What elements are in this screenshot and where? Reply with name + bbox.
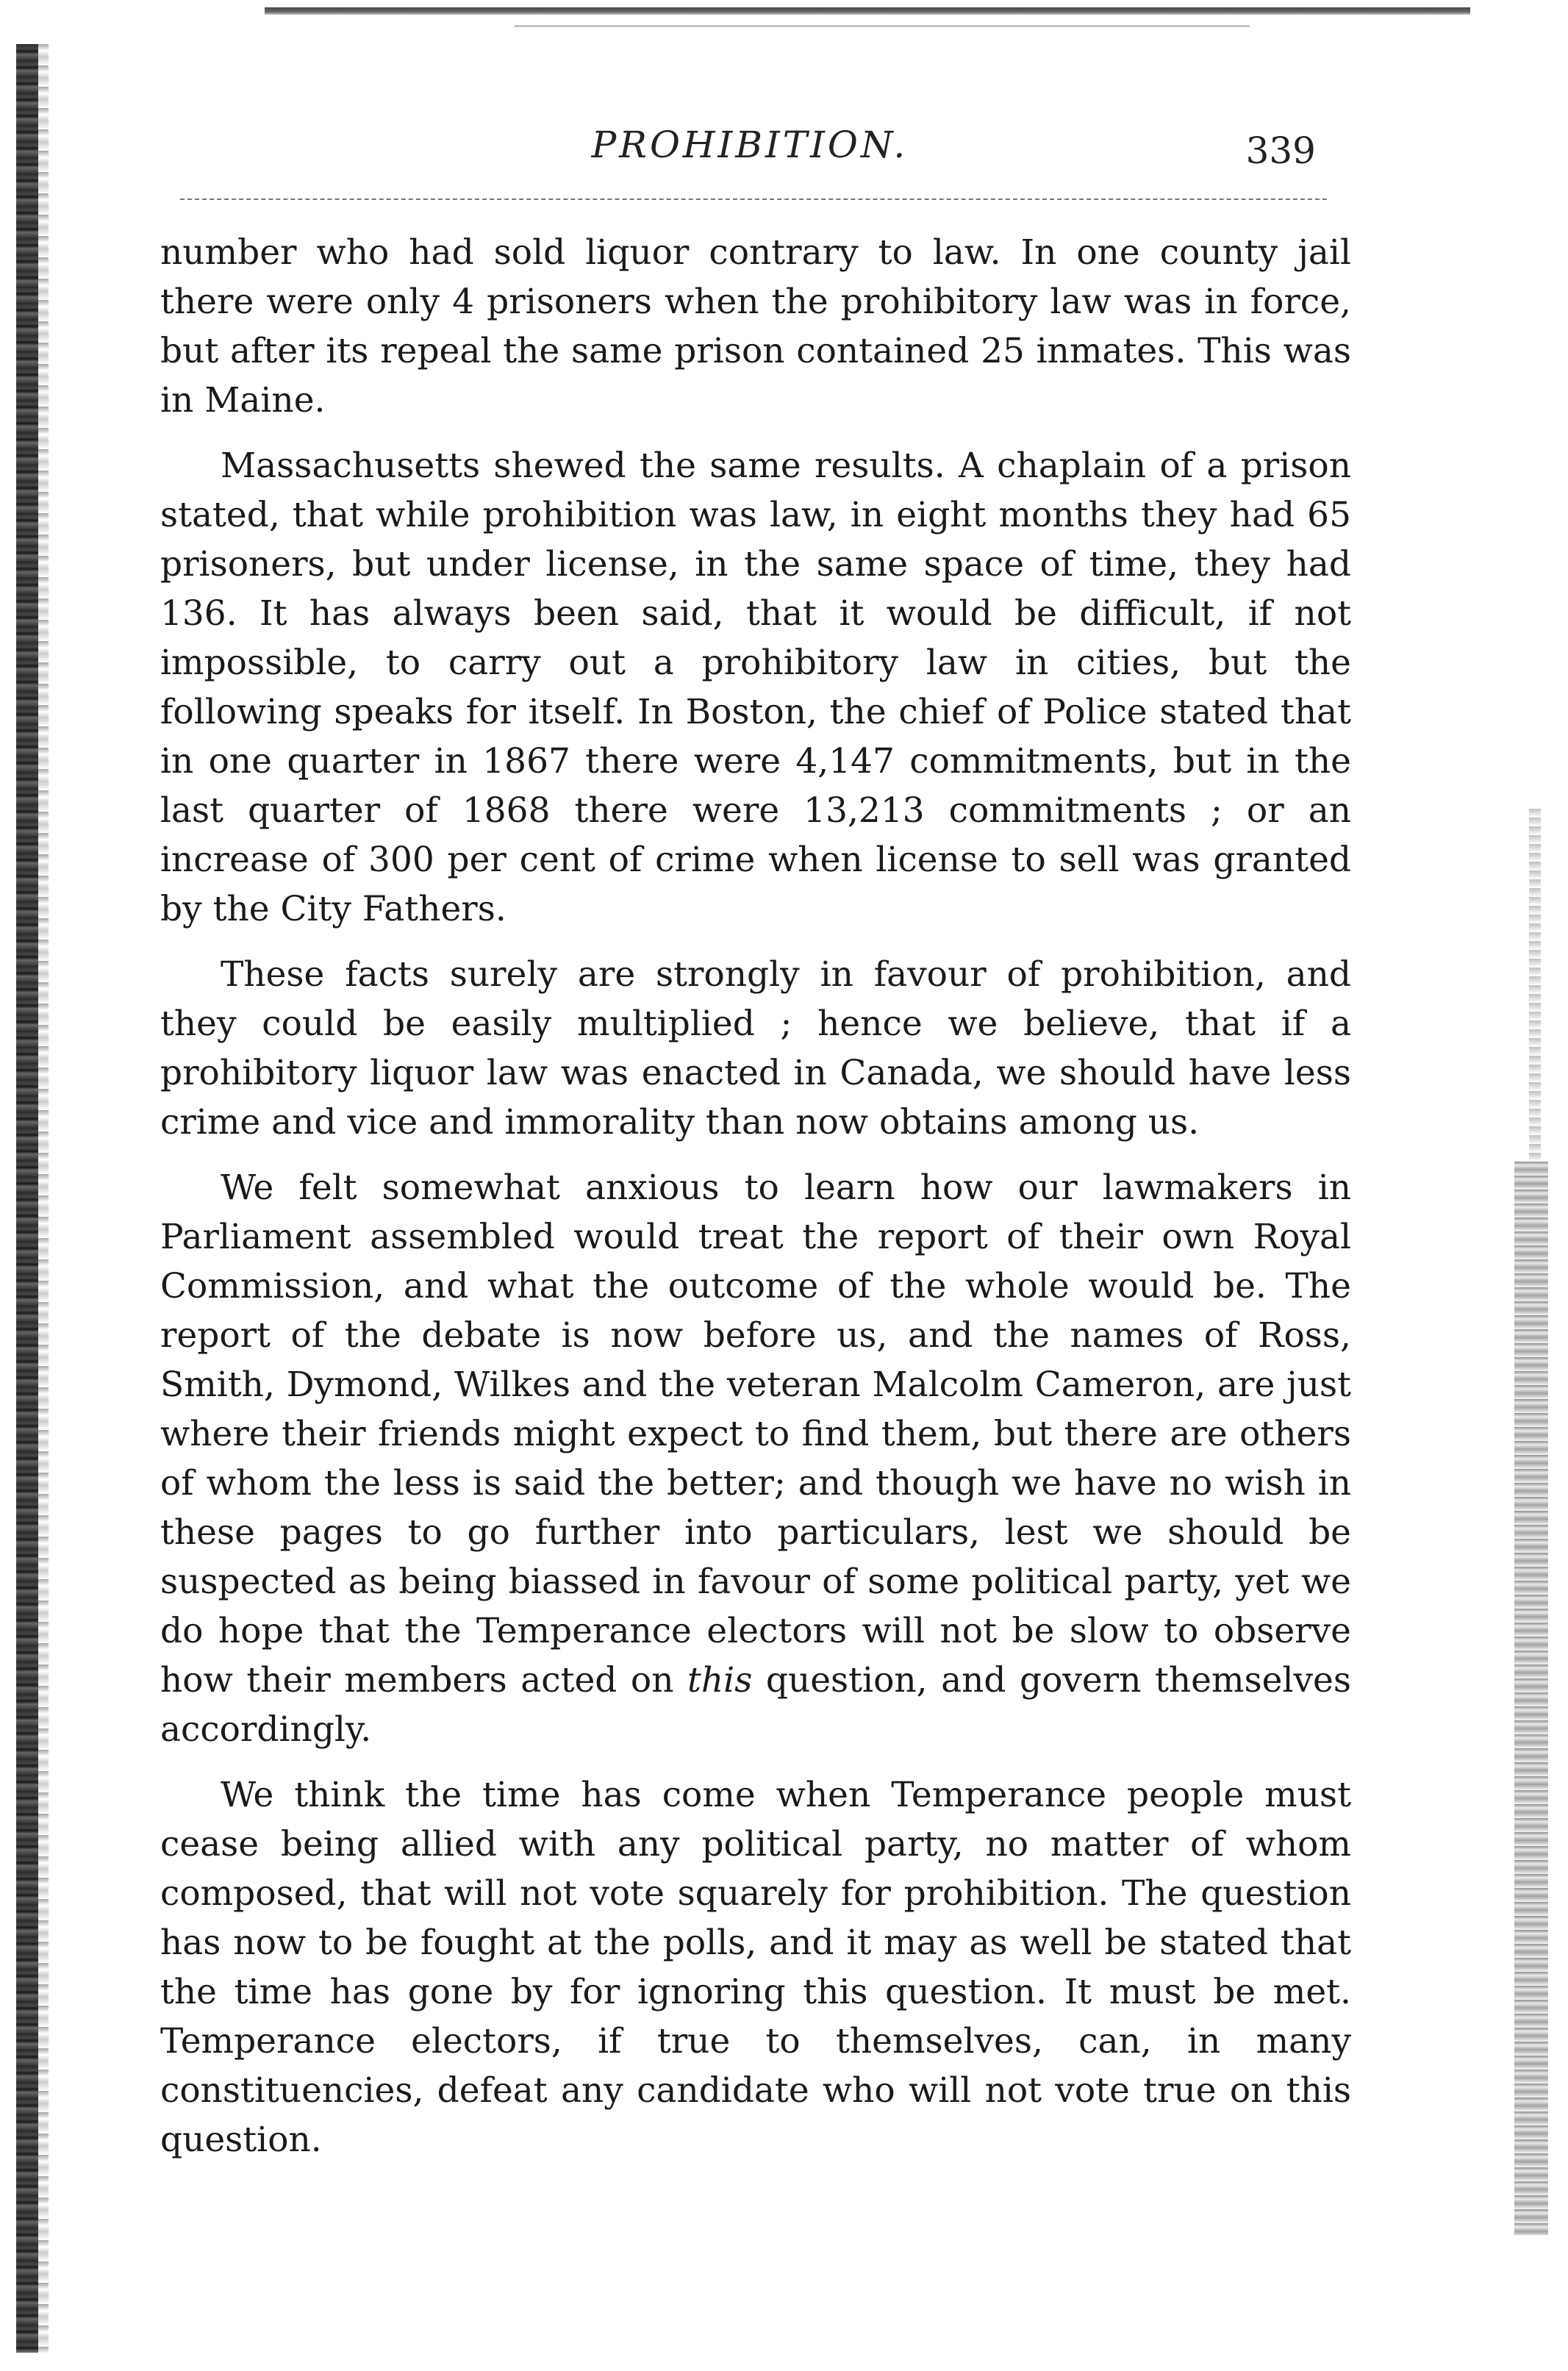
paragraph-text: We felt somewhat anxious to learn how our lawmakers in Parliament assembled would treat the report of their own Royal Commission, and what the outcome of the whole would be. The report of the debate is now before us, and the names of Ross, Smith, Dymond, Wilkes and the veteran Malcolm Cameron, are just where their friends might expect to find them, but there are others of whom the less is said the better; and though we have no wish in these pages to go further into particulars, lest we should be suspected as being biassed in favour of some political party, yet we do hope that the Temperance electors will not be slow to observe how their members acted on <box>160 1167 1351 1701</box>
paragraph: We think the time has come when Temperance people must cease being allied with any political party, no matter of whom composed, that will not vote squarely for prohibition. The question has now to be fought at the polls, and it may as well be stated that the time has gone by for ignoring this question. It must be met. Temperance electors, if true to themselves, can, in many constituencies, defeat any candidate who will not vote true on this question. <box>160 1775 1351 2160</box>
paragraph: number who had sold liquor contrary to law. In one county jail there were only 4 prisoners when the prohibitory law was in force, but after its repeal the same prison contained 25 inmates. This was in Maine. <box>160 232 1351 421</box>
paragraph: Massachusetts shewed the same results. A chaplain of a prison stated, that while prohibition was law, in eight months they had 65 prisoners, but under license, in the same space of time, they had 136. It has always been said, that it would be difficult, if not impossible, to carry out a prohibitory law in cities, but the following speaks for itself. In Boston, the chief of Police stated that in one quarter in 1867 there were 4,147 commitments, but in the last quarter of 1868 there were 13,213 commitments ; or an increase of 300 per cent of crime when license to sell was granted by the City Fathers. <box>160 446 1351 929</box>
italic-emphasis: this <box>687 1660 753 1701</box>
scan-top-rule <box>265 7 1470 15</box>
scan-left-edge-speckle <box>38 44 49 2353</box>
body-text <box>160 228 1351 2164</box>
scan-left-edge <box>16 44 38 2353</box>
page-number: 339 <box>1245 129 1316 172</box>
page-title: PROHIBITION. <box>591 124 909 166</box>
scan-top-rule-thin <box>515 25 1250 27</box>
paragraph-text: question, and govern themselves accordingly. <box>160 1660 1351 1750</box>
header-rule <box>180 199 1327 200</box>
scan-right-edge <box>1514 1162 1548 2235</box>
running-header <box>162 124 1338 182</box>
paragraph: These facts surely are strongly in favour of prohibition, and they could be easily multiplied ; hence we believe, that if a prohibitory liquor law was enacted in Canada, we should have less crime and vice and immorality than now obtains among us. <box>160 954 1351 1142</box>
paragraph <box>160 1163 1351 1754</box>
scan-right-edge-faint <box>1529 809 1541 1162</box>
